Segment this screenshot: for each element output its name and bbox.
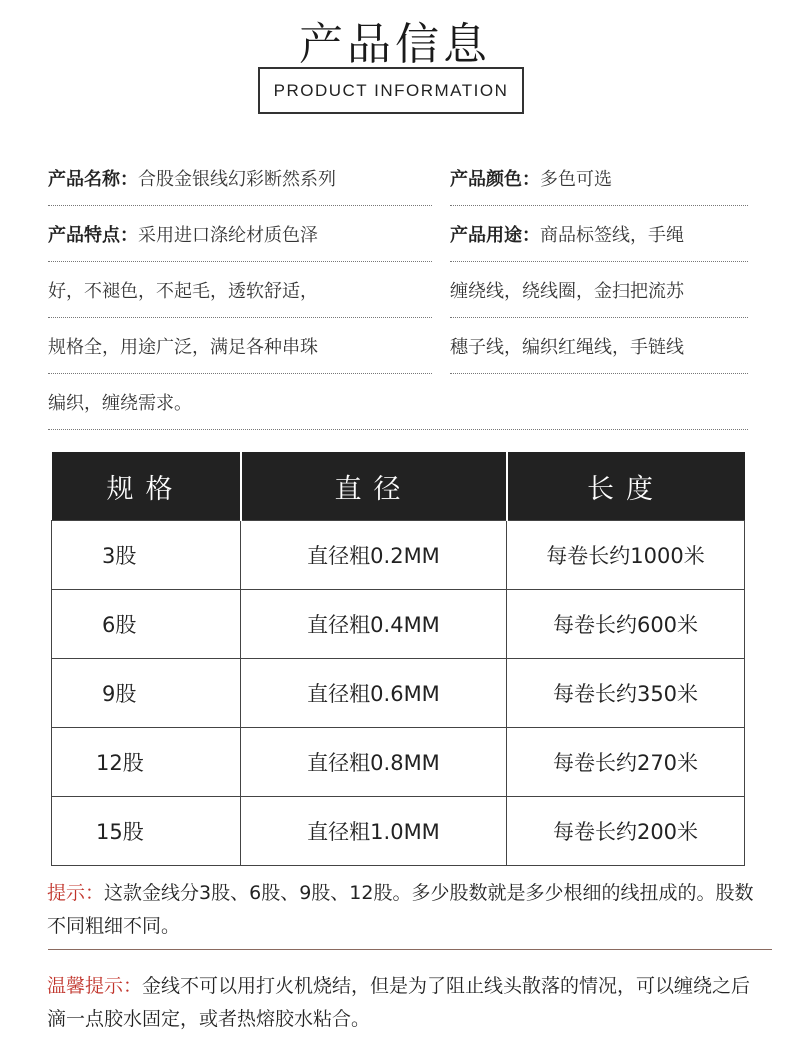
product-feature-row-4: [48, 374, 748, 430]
diameter-cell: 直径粗1.0MM: [241, 797, 507, 866]
product-usage-line-3: 穗子线，编织红绳线，手链线: [450, 336, 684, 358]
product-color-value: 多色可选: [540, 168, 612, 190]
table-row: [52, 797, 745, 866]
product-usage-row-3: [450, 318, 748, 374]
spec-header-spec: 规格: [52, 452, 241, 521]
warm-tip-text: 金线不可以用打火机烧结，但是为了阻止线头散落的情况，可以缠绕之后滴一点胶水固定，或者热熔胶水粘合。: [47, 975, 751, 1030]
spec-cell: 6股: [52, 590, 241, 659]
product-feature-label: 产品特点：: [48, 224, 138, 246]
length-cell: 每卷长约270米: [507, 728, 745, 797]
spec-cell: 12股: [52, 728, 241, 797]
product-usage-line-2: 缠绕线，绕线圈，金扫把流苏: [450, 280, 684, 302]
table-row: [52, 728, 745, 797]
divider: [48, 949, 772, 950]
product-name-label: 产品名称：: [48, 168, 138, 190]
product-feature-row-3: [48, 318, 432, 374]
table-row: [52, 521, 745, 590]
length-cell: 每卷长约600米: [507, 590, 745, 659]
spec-cell: 15股: [52, 797, 241, 866]
spec-header-length: 长度: [507, 452, 745, 521]
diameter-cell: 直径粗0.4MM: [241, 590, 507, 659]
spec-cell: 3股: [52, 521, 241, 590]
product-feature-line-2: 好，不褪色，不起毛，透软舒适，: [48, 280, 318, 302]
spec-header-diameter: 直径: [241, 452, 507, 521]
product-feature-row-1: [48, 206, 432, 262]
warm-tip-note: [47, 970, 757, 1036]
table-row: [52, 659, 745, 728]
product-feature-line-4: 编织，缠绕需求。: [48, 392, 192, 414]
product-feature-row-2: [48, 262, 432, 318]
table-row: [52, 590, 745, 659]
spec-table: [51, 452, 745, 866]
length-cell: 每卷长约200米: [507, 797, 745, 866]
warm-tip-label: 温馨提示：: [47, 975, 143, 997]
spec-table-header: [52, 452, 745, 521]
diameter-cell: 直径粗0.2MM: [241, 521, 507, 590]
diameter-cell: 直径粗0.6MM: [241, 659, 507, 728]
product-color-label: 产品颜色：: [450, 168, 540, 190]
diameter-cell: 直径粗0.8MM: [241, 728, 507, 797]
product-name-value: 合股金银线幻彩断然系列: [138, 168, 336, 190]
tip-note: [47, 877, 757, 943]
product-usage-label: 产品用途：: [450, 224, 540, 246]
product-usage-line-1: 商品标签线，手绳: [540, 224, 684, 246]
product-feature-line-3: 规格全，用途广泛，满足各种串珠: [48, 336, 318, 358]
page-title: 产品信息: [299, 19, 491, 70]
product-usage-row-2: [450, 262, 748, 318]
product-feature-line-1: 采用进口涤纶材质色泽: [138, 224, 318, 246]
length-cell: 每卷长约1000米: [507, 521, 745, 590]
product-usage-row-1: [450, 206, 748, 262]
tip-label: 提示：: [47, 882, 105, 904]
tip-text: 这款金线分3股、6股、9股、12股。多少股数就是多少根细的线扭成的。股数不同粗细不同。: [47, 882, 754, 937]
page-subtitle: PRODUCT INFORMATION: [258, 67, 524, 114]
length-cell: 每卷长约350米: [507, 659, 745, 728]
product-color-row: [450, 150, 748, 206]
spec-cell: 9股: [52, 659, 241, 728]
product-name-row: [48, 150, 432, 206]
